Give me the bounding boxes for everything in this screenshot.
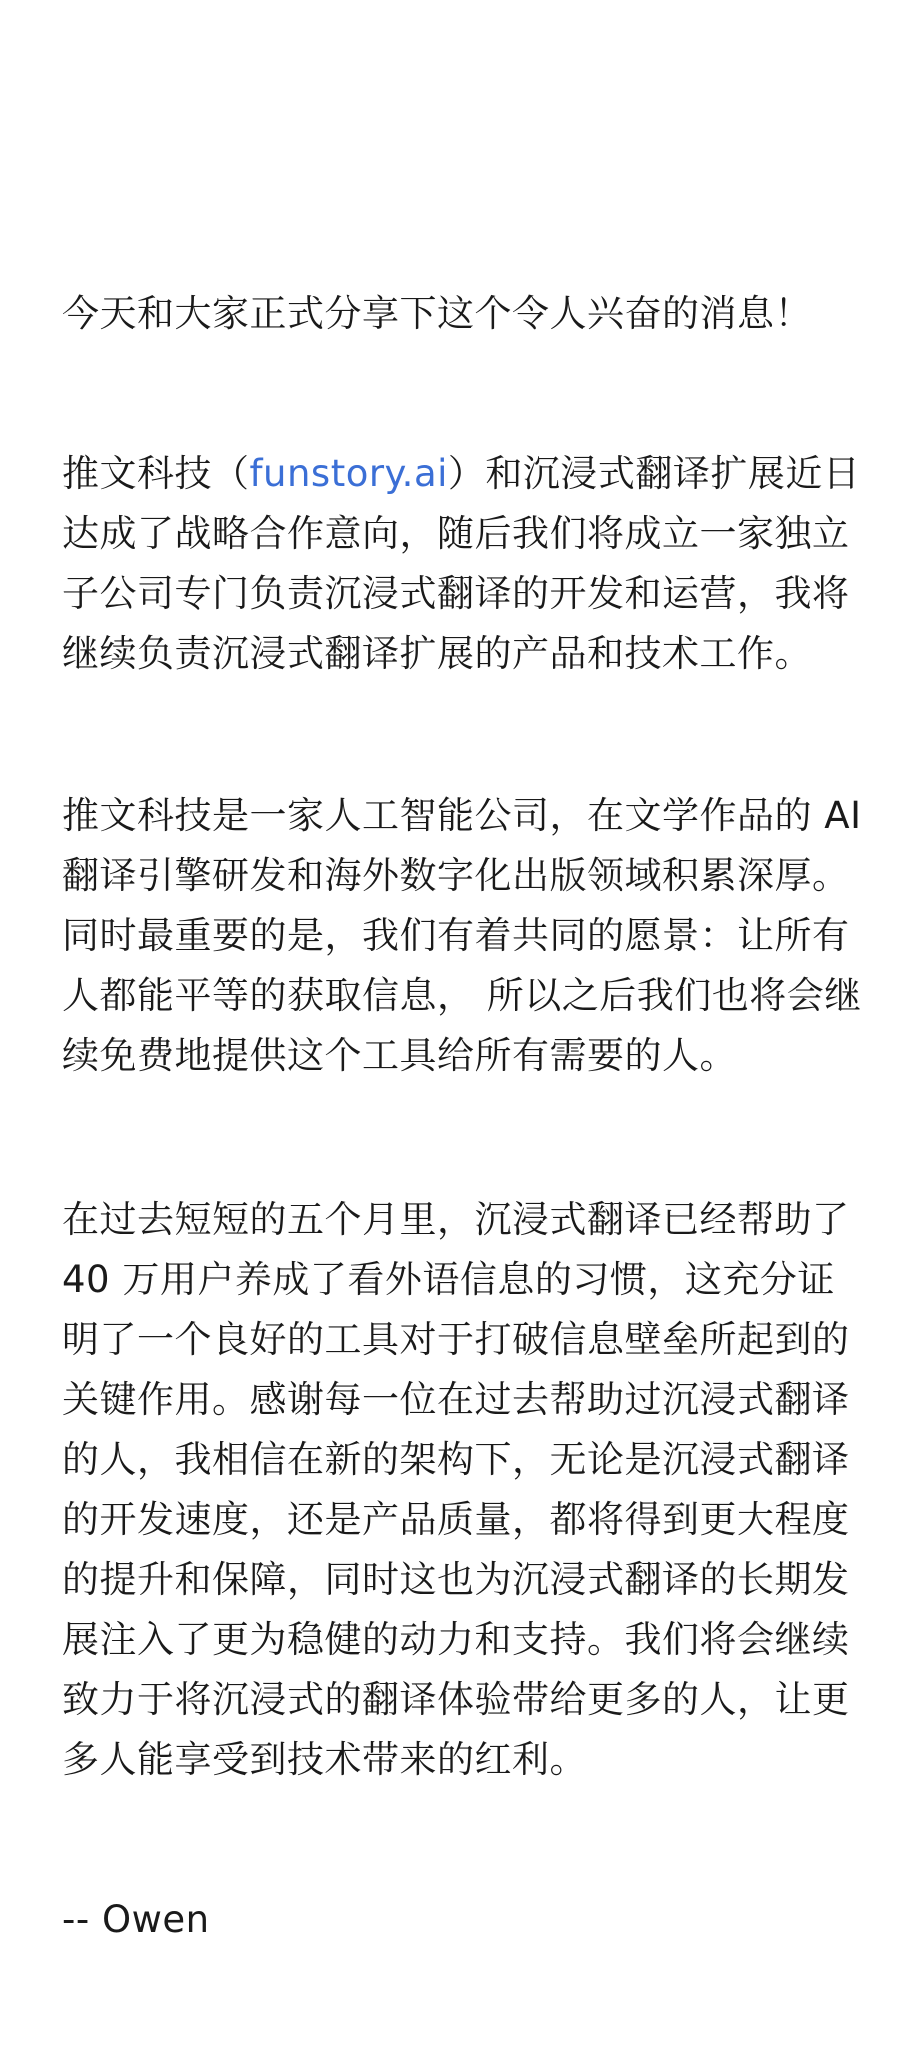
text-line: 40 万用户养成了看外语信息的习惯，这充分证	[62, 1258, 835, 1301]
text-line: 继续负责沉浸式翻译扩展的产品和技术工作。	[62, 632, 812, 675]
text-line: 翻译引擎研发和海外数字化出版领域积累深厚。	[62, 854, 850, 897]
text-line: 的开发速度，还是产品质量，都将得到更大程度	[62, 1498, 850, 1541]
text-line: 的提升和保障，同时这也为沉浸式翻译的长期发	[62, 1558, 850, 1601]
text-line: 展注入了更为稳健的动力和支持。我们将会继续	[62, 1618, 850, 1661]
funstory-link[interactable]: funstory.ai	[249, 452, 448, 495]
text-line: 推文科技是一家人工智能公司，在文学作品的 AI	[62, 794, 862, 837]
text-line: 多人能享受到技术带来的红利。	[62, 1738, 587, 1781]
paragraph-intro	[62, 284, 812, 344]
signature	[62, 1890, 210, 1950]
paragraph-partnership	[62, 444, 860, 684]
text-line: 关键作用。感谢每一位在过去帮助过沉浸式翻译	[62, 1378, 850, 1421]
text-line: 子公司专门负责沉浸式翻译的开发和运营，我将	[62, 572, 850, 615]
paragraph-company-intro	[62, 786, 862, 1086]
text-line: 明了一个良好的工具对于打破信息壁垒所起到的	[62, 1318, 850, 1361]
text-line: 致力于将沉浸式的翻译体验带给更多的人，让更	[62, 1678, 850, 1721]
text-line: 同时最重要的是，我们有着共同的愿景：让所有	[62, 914, 850, 957]
text-line: 的人，我相信在新的架构下，无论是沉浸式翻译	[62, 1438, 850, 1481]
text-fragment: ）和沉浸式翻译扩展近日	[447, 452, 861, 495]
text-line: 在过去短短的五个月里，沉浸式翻译已经帮助了	[62, 1198, 850, 1241]
text-fragment: 推文科技（	[62, 452, 250, 495]
text-line: 人都能平等的获取信息， 所以之后我们也将会继	[62, 974, 862, 1017]
text-line	[62, 444, 860, 504]
text-line: 达成了战略合作意向，随后我们将成立一家独立	[62, 512, 850, 555]
signature-text: -- Owen	[62, 1898, 210, 1941]
paragraph-thanks	[62, 1190, 850, 1790]
text-line: 续免费地提供这个工具给所有需要的人。	[62, 1034, 737, 1077]
text-line: 今天和大家正式分享下这个令人兴奋的消息！	[62, 292, 812, 335]
